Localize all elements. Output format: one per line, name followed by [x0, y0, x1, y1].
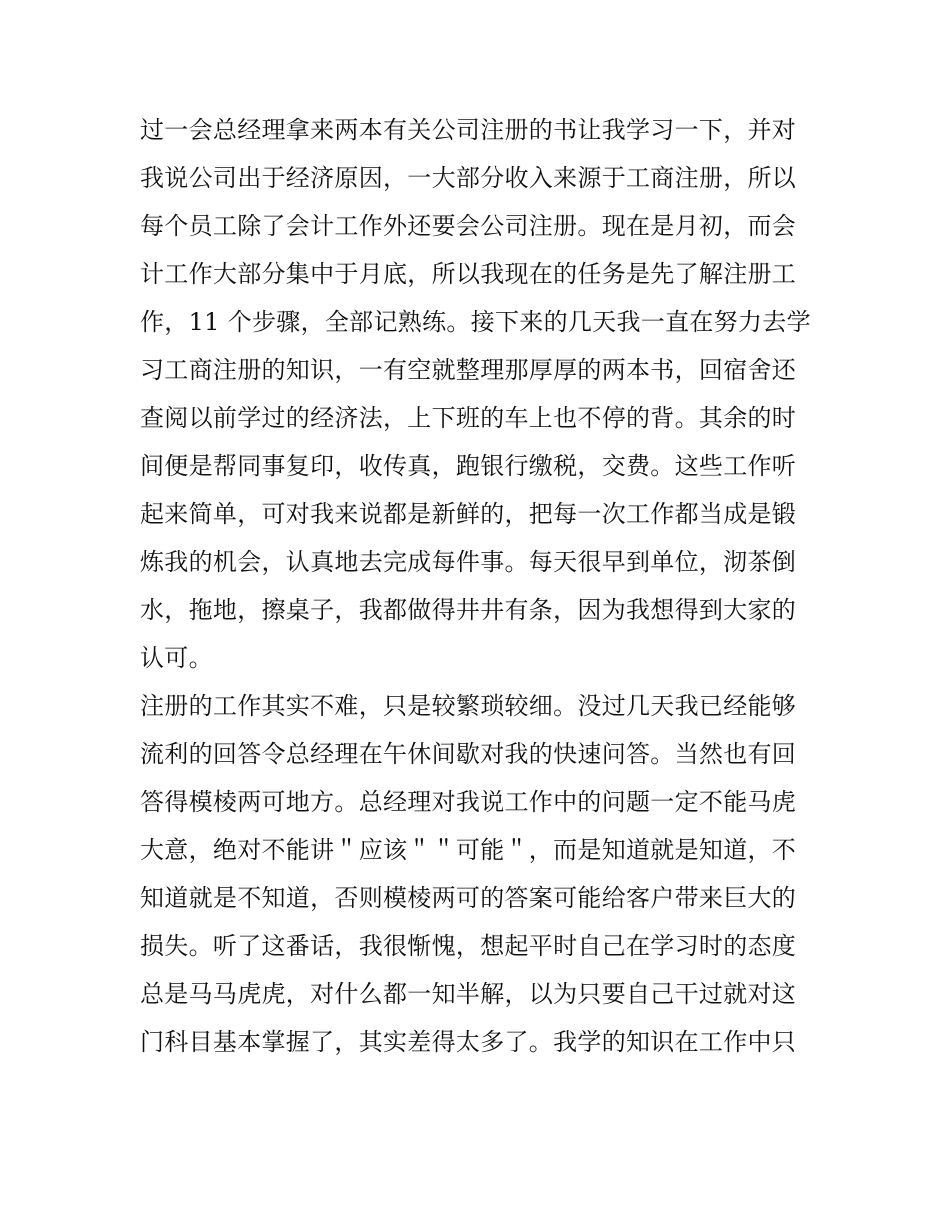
text-line: 间便是帮同事复印，收传真，跑银行缴税，交费。这些工作听: [140, 452, 797, 480]
text-line: 起来简单，可对我来说都是新鲜的，把每一次工作都当成是锻: [140, 500, 797, 528]
text-line: 每个员工除了会计工作外还要会公司注册。现在是月初，而会: [140, 212, 797, 240]
text-line: 答得模棱两可地方。总经理对我说工作中的问题一定不能马虎: [140, 788, 797, 816]
text-line: 总是马马虎虎，对什么都一知半解，以为只要自己干过就对这: [140, 980, 797, 1008]
text-line: 知道就是不知道，否则模棱两可的答案可能给客户带来巨大的: [140, 884, 797, 912]
text-line: 流利的回答令总经理在午休间歇对我的快速问答。当然也有回: [140, 740, 797, 768]
text-line: 查阅以前学过的经济法，上下班的车上也不停的背。其余的时: [140, 404, 797, 432]
text-line: 我说公司出于经济原因，一大部分收入来源于工商注册，所以: [140, 164, 797, 192]
text-line: 认可。: [140, 644, 213, 672]
text-line: 作，11 个步骤，全部记熟练。接下来的几天我一直在努力去学: [140, 308, 811, 336]
text-line: 计工作大部分集中于月底，所以我现在的任务是先了解注册工: [140, 260, 797, 288]
text-line: 大意，绝对不能讲＂应该＂＂可能＂，而是知道就是知道，不: [140, 836, 797, 864]
text-line: 注册的工作其实不难，只是较繁琐较细。没过几天我已经能够: [140, 692, 797, 720]
text-line: 过一会总经理拿来两本有关公司注册的书让我学习一下，并对: [140, 116, 797, 144]
text-line: 习工商注册的知识，一有空就整理那厚厚的两本书，回宿舍还: [140, 356, 797, 384]
document-body: [140, 106, 815, 1066]
text-line: 损失。听了这番话，我很惭愧，想起平时自己在学习时的态度: [140, 932, 797, 960]
text-line: 门科目基本掌握了，其实差得太多了。我学的知识在工作中只: [140, 1028, 797, 1056]
text-line: 炼我的机会，认真地去完成每件事。每天很早到单位，沏茶倒: [140, 548, 797, 576]
text-line: 水，拖地，擦桌子，我都做得井井有条，因为我想得到大家的: [140, 596, 797, 624]
